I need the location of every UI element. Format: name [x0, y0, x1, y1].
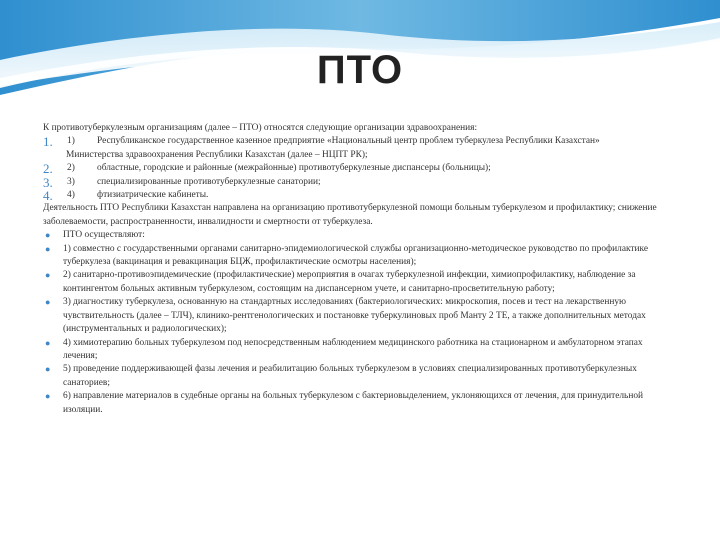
bullet-icon: ● [45, 230, 51, 241]
bullet-item [43, 296, 677, 336]
bullet-item [43, 363, 677, 390]
numbered-item [43, 189, 677, 202]
slide-title: ПТО [316, 48, 404, 92]
item-number: 3. [43, 174, 53, 190]
bullet-text: 2) санитарно-противоэпидемические (профилактические) мероприятия в очагах туберкулезной инфекции, химиопрофилактику, наблюдение за контингентом больных активным туберкулезом, состоящим на диспансерном учете, и санитарно-просветительную работу; [63, 270, 636, 294]
intro-text: К противотуберкулезным организациям (далее – ПТО) относятся следующие организации здравоохранения: [43, 123, 478, 133]
bullet-icon: ● [45, 337, 51, 348]
slide-body [43, 122, 677, 417]
item-number: 4. [43, 188, 53, 204]
item-text: областные, городские и районные (межрайонные) противотуберкулезные диспансеры (больницы); [97, 163, 491, 174]
bullet-icon: ● [45, 297, 51, 308]
item-text: Республиканское государственное казенное предприятие «Национальный центр проблем туберкулеза Республики Казахстан» [97, 136, 600, 147]
bullet-icon: ● [45, 243, 51, 254]
bullet-item [43, 243, 677, 270]
item-subnumber: 1) [67, 136, 75, 147]
numbered-item [43, 176, 677, 189]
bullet-icon: ● [45, 391, 51, 402]
numbered-item [43, 135, 677, 148]
bullet-text: ПТО осуществляют: [63, 230, 145, 241]
bullet-text: 5) проведение поддерживающей фазы лечения и реабилитацию больных туберкулезом в условиях специализированных противотуберкулезных санаториев; [63, 364, 637, 388]
item-text: специализированные противотуберкулезные санатории; [97, 176, 321, 187]
bullet-text: 1) совместно с государственными органами санитарно-эпидемиологической службы организационно-методическое руководство по профилактике туберкулеза (вакцинация и ревакцинация БЦЖ, профилактические осмотры населения); [63, 243, 649, 268]
bullet-item [43, 337, 677, 364]
bullet-text: 3) диагностику туберкулеза, основанную на стандартных исследованиях (бактериологических: микроскопия, посев и тест на лекарственную чувствительность (далее – ТЛЧ), клинико-рентгенологических и постановке туберкулиновых проб Манту 2 ТЕ, а также дополнительных методах (инструментальных и радиологических); [63, 297, 646, 335]
item-number: 2. [43, 161, 53, 177]
item-subnumber: 3) [67, 176, 75, 187]
item-text: фтизиатрические кабинеты. [97, 190, 209, 201]
bullet-item [43, 390, 677, 417]
bullet-item [43, 229, 677, 242]
bullet-text: 4) химиотерапию больных туберкулезом под непосредственным наблюдением медицинского работника на стационарном и амбулаторном этапах лечения; [63, 337, 643, 361]
bullet-text: 6) направление материалов в судебные органы на больных туберкулезом с бактериовыделением, уклоняющихся от лечения, для принудительной изоляции. [63, 391, 644, 415]
item-subnumber: 2) [67, 163, 75, 174]
numbered-item [43, 162, 677, 175]
bullet-item [43, 269, 677, 296]
paragraph-text: Деятельность ПТО Республики Казахстан направлена на организацию противотуберкулезной помощи больным туберкулезом и профилактику; снижение заболеваемости, распространенности, инвалидности и смертности от туберкулеза. [43, 203, 657, 227]
item-continuation: Министерства здравоохранения Республики Казахстан (далее – НЦПТ РК); [66, 149, 368, 160]
item-subnumber: 4) [67, 190, 75, 201]
bullet-icon: ● [45, 364, 51, 375]
bullet-icon: ● [45, 270, 51, 281]
item-number: 1. [43, 134, 53, 150]
